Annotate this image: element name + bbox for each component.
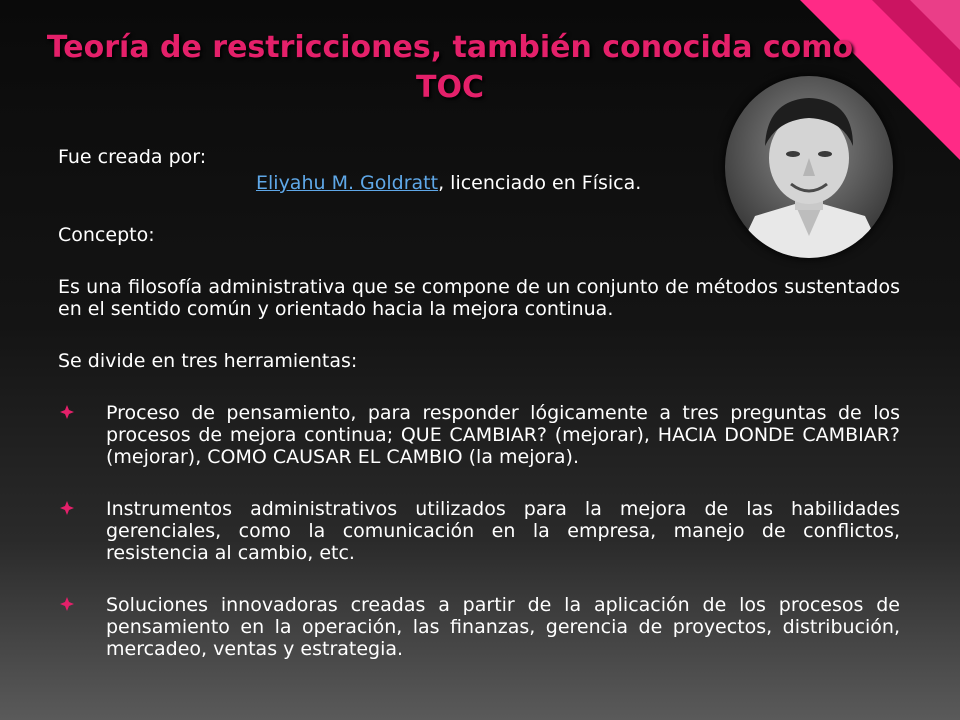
- author-link[interactable]: Eliyahu M. Goldratt: [256, 172, 439, 194]
- author-line: [58, 172, 900, 194]
- tool-text: Instrumentos administrativos utilizados para la mejora de las habilidades gerenciales, como la comunicación en la empresa, manejo de conflictos, resistencia al cambio, etc.: [106, 498, 900, 564]
- tools-label: Se divide en tres herramientas:: [58, 350, 358, 372]
- tool-text: Proceso de pensamiento, para responder lógicamente a tres preguntas de los procesos de mejora continua; QUE CAMBIAR? (mejorar), HACIA DONDE CAMBIAR? (mejorar), COMO CAUSAR EL CAMBIO (la mejora).: [106, 402, 900, 468]
- list-item: [58, 498, 900, 564]
- concept-text: Es una filosofía administrativa que se compone de un conjunto de métodos sustentados en el sentido común y orientado hacia la mejora continua.: [58, 276, 900, 320]
- diamond-bullet-icon: [60, 405, 74, 419]
- slide-body: [58, 146, 900, 660]
- tools-list: [58, 402, 900, 660]
- created-by-label: Fue creada por:: [58, 146, 207, 168]
- list-item: [58, 402, 900, 468]
- concept-label: Concepto:: [58, 224, 155, 246]
- list-item: [58, 594, 900, 660]
- slide-title: Teoría de restricciones, también conocida como TOC: [46, 30, 854, 105]
- author-suffix: , licenciado en Física.: [438, 172, 642, 194]
- diamond-bullet-icon: [60, 597, 74, 611]
- tool-text: Soluciones innovadoras creadas a partir de la aplicación de los procesos de pensamiento en la operación, las finanzas, gerencia de proyectos, distribución, mercadeo, ventas y estrategia.: [106, 594, 900, 660]
- diamond-bullet-icon: [60, 501, 74, 515]
